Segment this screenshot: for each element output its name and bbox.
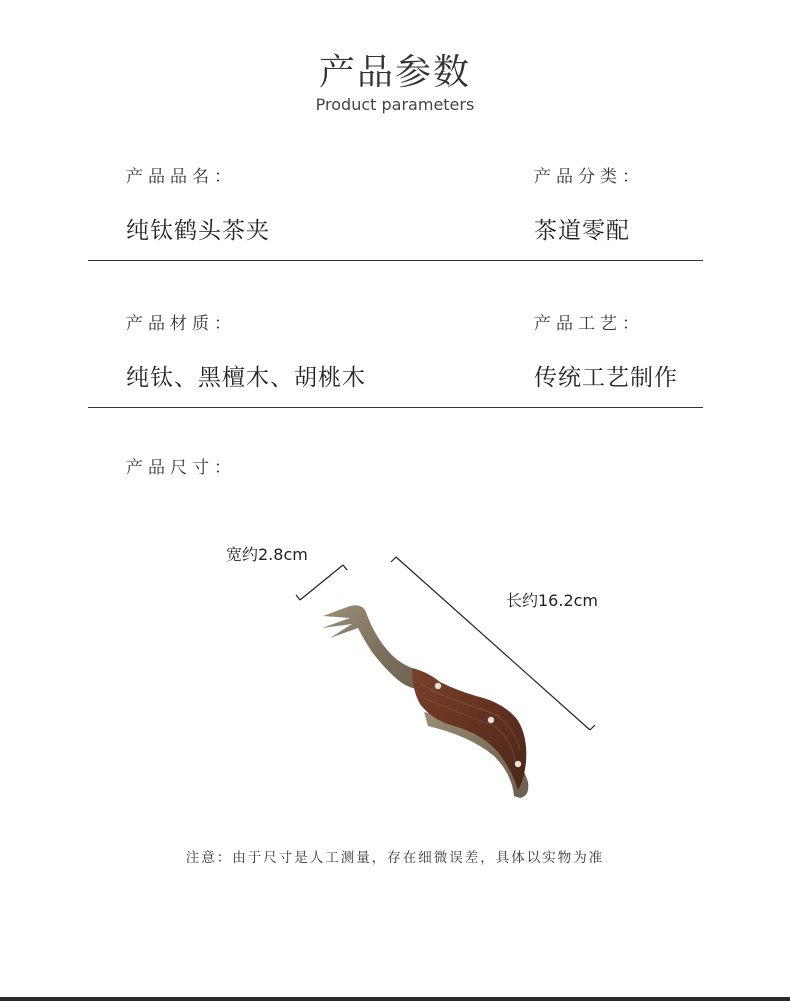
rivet — [435, 683, 441, 689]
page-title: 产品参数 — [318, 52, 471, 93]
width-dimension-label: 宽约2.8cm — [226, 545, 308, 564]
width-dimension-line — [296, 565, 347, 600]
product-category-value: 茶道零配 — [534, 218, 630, 244]
product-material-value: 纯钛、黑檀木、胡桃木 — [126, 365, 366, 391]
product-category-label: 产品分类： — [534, 167, 644, 187]
bottom-border — [0, 997, 790, 1001]
product-size-label: 产品尺寸： — [126, 458, 236, 478]
measurement-note: 注意：由于尺寸是人工测量，存在细微误差，具体以实物为准 — [185, 850, 605, 866]
product-name-label: 产品品名： — [126, 167, 236, 187]
page-subtitle: Product parameters — [315, 95, 475, 114]
product-material-label: 产品材质： — [126, 314, 236, 334]
product-craft-value: 传统工艺制作 — [534, 365, 678, 391]
product-name-value: 纯钛鹤头茶夹 — [126, 218, 270, 244]
length-dimension-label: 长约16.2cm — [506, 591, 599, 610]
rivet — [488, 717, 494, 723]
product-craft-label: 产品工艺： — [534, 314, 644, 334]
rivet — [515, 761, 521, 767]
